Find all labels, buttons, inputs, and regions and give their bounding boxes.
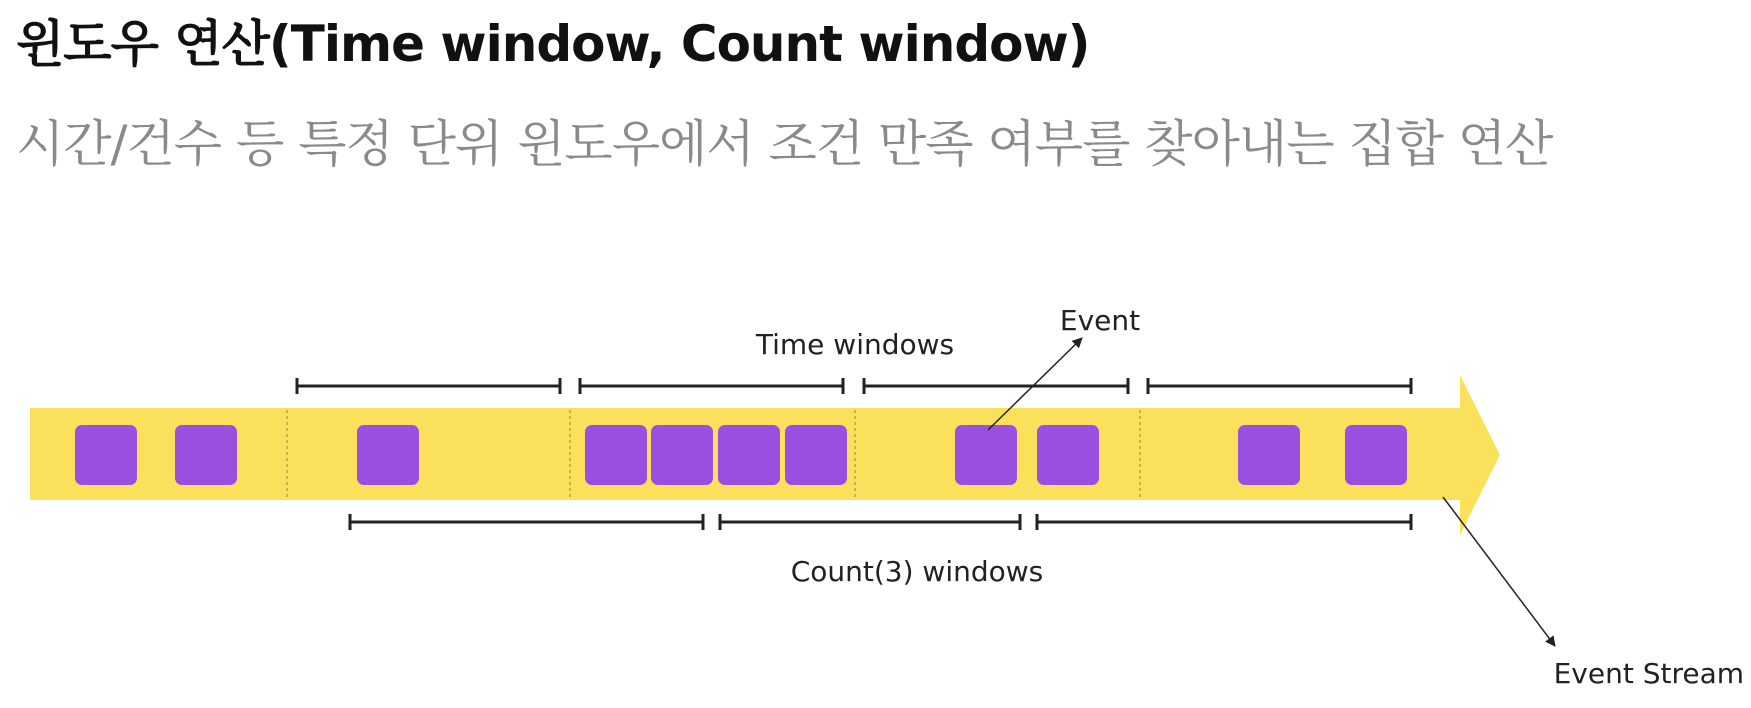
count-window-bracket [720,514,1020,530]
event-box [651,425,713,485]
page-subtitle: 시간/건수 등 특정 단위 윈도우에서 조건 만족 여부를 찾아내는 집합 연산 [16,115,1553,173]
count-window-bracket [1037,514,1411,530]
event-box [75,425,137,485]
event-box [585,425,647,485]
time-window-bracket [580,378,843,394]
event-box [1037,425,1099,485]
event-box [955,425,1017,485]
event-box [357,425,419,485]
event-box [1345,425,1407,485]
event-stream-pointer-arrow [1443,497,1555,646]
time-window-bracket [297,378,560,394]
event-box [1238,425,1300,485]
event-box [718,425,780,485]
time-window-bracket [1148,378,1411,394]
event-box [785,425,847,485]
time-windows-label: Time windows [755,328,955,361]
event-stream-label: Event Stream [1553,657,1744,690]
event-label: Event [1059,304,1141,337]
count-windows-label: Count(3) windows [790,555,1044,588]
count-window-bracket [350,514,703,530]
event-box [175,425,237,485]
time-window-bracket [864,378,1128,394]
page-title: 윈도우 연산(Time window, Count window) [16,15,1090,73]
